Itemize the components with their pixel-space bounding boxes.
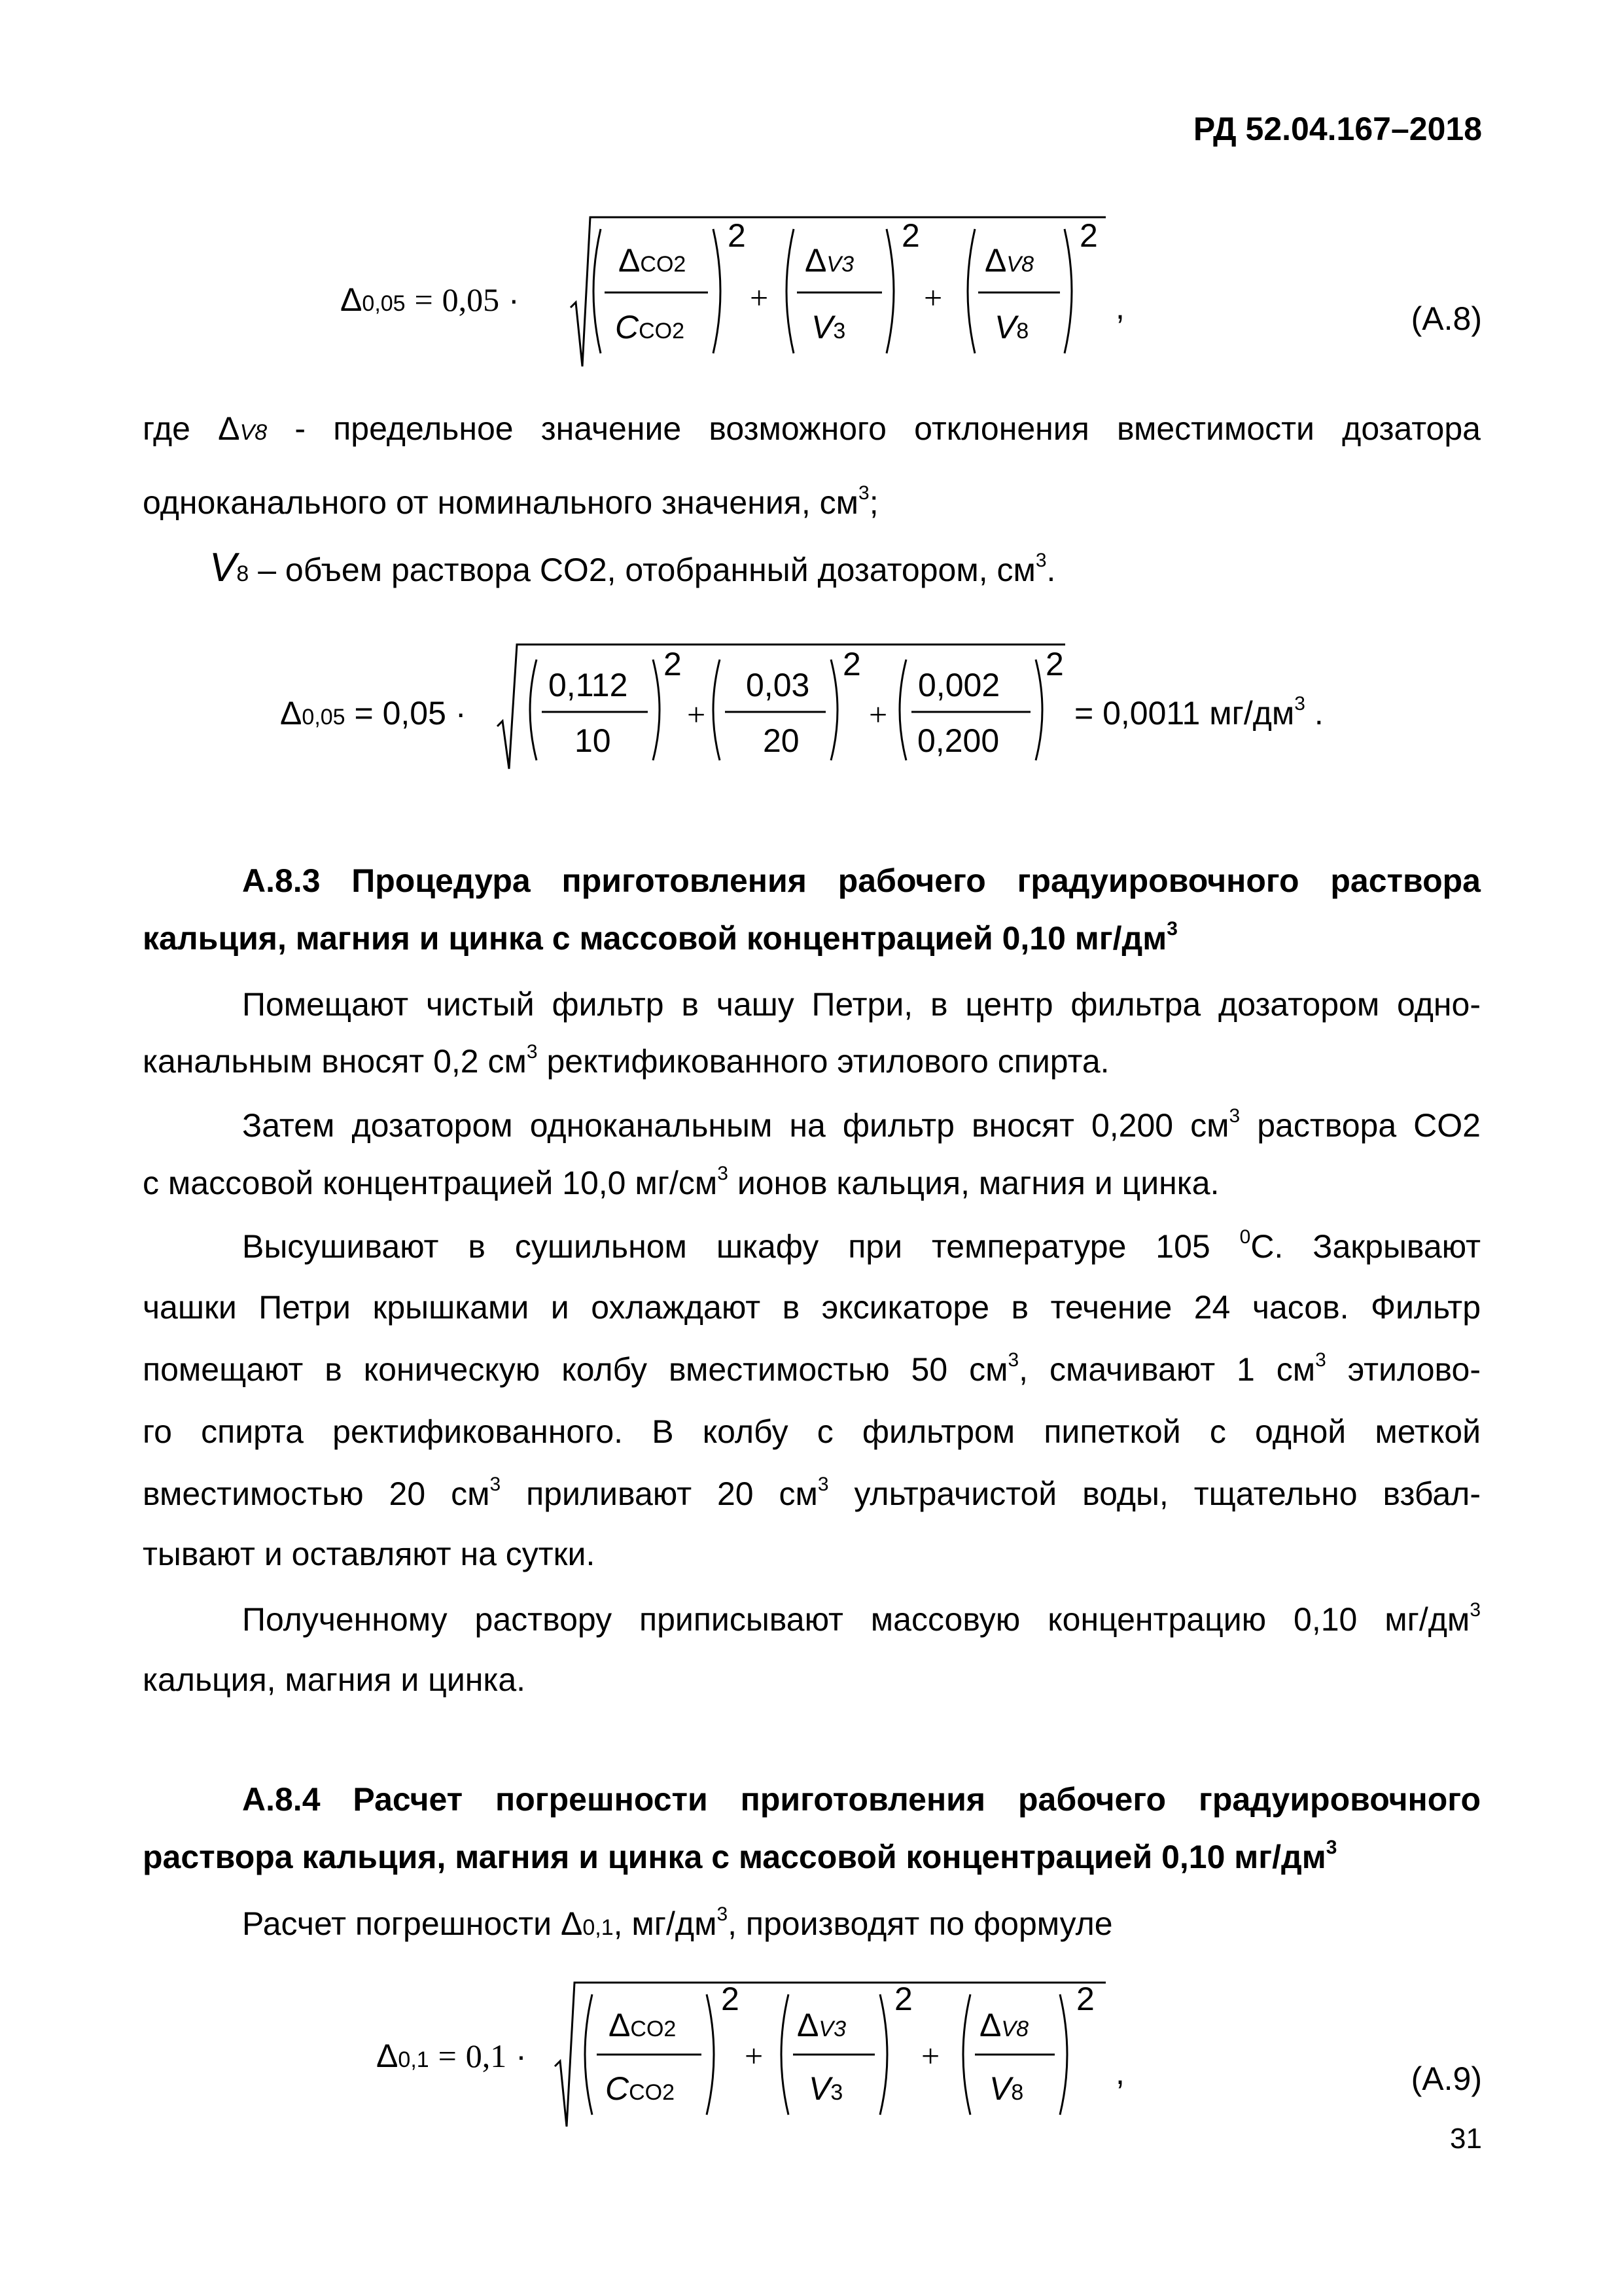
a83-p4-line2: кальция, магния и цинка.	[143, 1661, 526, 1698]
a84-p1: Расчет погрешности Δ0,1, $мг/дм^3$, производят по формуле	[242, 1903, 1113, 1942]
calc-term2-power: 2	[843, 646, 861, 682]
a83-p2-line2: с массовой концентрацией 10,0 $мг/см^3$ ионов кальция, магния и цинка.	[143, 1163, 1220, 1201]
delta-symbol: Δ	[340, 281, 362, 318]
a8-plus-1: +	[750, 279, 769, 316]
calc-term1-denominator: 10	[574, 722, 611, 759]
paren-left	[781, 1994, 788, 2115]
document-code: РД 52.04.167–2018	[1193, 111, 1482, 147]
a8-term2-power: 2	[902, 217, 920, 254]
a8-term1-power: 2	[728, 217, 746, 254]
a8-term2-denominator: V3	[811, 309, 846, 345]
paren-left	[585, 1994, 592, 2115]
a8-term3-denominator: V8	[995, 309, 1029, 345]
page-number: 31	[1450, 2123, 1482, 2155]
a83-p4-line1: Полученному раствору приписывают массовую концентрацию 0,10 $мг/дм^3$	[242, 1599, 1481, 1638]
section-a84-title-line2: раствора кальция, магния и цинка с массовой концентрацией 0,10 $мг/дм^3$	[143, 1837, 1337, 1875]
calc-lhs: Δ0,05 = 0,05 ·	[280, 695, 467, 732]
section-a83-title-line1: А.8.3 Процедура приготовления рабочего градуировочного раствора	[242, 862, 1481, 899]
calc-plus-1: +	[687, 696, 706, 733]
a8-term1-denominator: CCO2	[615, 309, 685, 345]
paren-right	[707, 1994, 714, 2115]
where-line-1: где ΔV8 - предельное значение возможного отклонения вместимости дозатора	[143, 410, 1481, 447]
calc-term1-numerator: 0,112	[548, 667, 628, 703]
section-a84-title-line1: А.8.4 Расчет погрешности приготовления рабочего градуировочного	[242, 1781, 1481, 1818]
equation-number-a9: (А.9)	[1411, 2060, 1482, 2097]
a83-p3-line4: го спирта ректификованного. В колбу с фильтром пипеткой с одной меткой	[143, 1413, 1481, 1450]
a9-term3-denominator: V8	[989, 2070, 1024, 2107]
a83-p3-line6: тывают и оставляют на сутки.	[143, 1536, 595, 1572]
a9-tail-comma: ,	[1116, 2055, 1125, 2091]
section-a83-title-line2: кальция, магния и цинка с массовой концентрацией 0,10 $мг/дм^3$	[143, 918, 1178, 957]
calc-term2-denominator: 20	[763, 722, 800, 759]
a8-plus-2: +	[924, 279, 943, 316]
delta-symbol: ΔV8	[218, 410, 268, 447]
a8-term1-numerator: ΔCO2	[618, 242, 686, 279]
a8-term2-numerator: ΔV3	[805, 242, 854, 279]
a9-term2-numerator: ΔV3	[797, 2007, 846, 2043]
paren-right	[880, 1994, 887, 2115]
a83-p3-line2: чашки Петри крышками и охлаждают в эксикаторе в течение 24 часов. Фильтр	[143, 1289, 1481, 1326]
formula-a9-lhs: Δ0,1 = 0,1 ·	[376, 2038, 527, 2074]
equation-number-a8: (А.8)	[1411, 300, 1482, 337]
a9-term3-power: 2	[1076, 1981, 1095, 2017]
a8-tail-comma: ,	[1116, 289, 1125, 326]
formula-a8-lhs: Δ0,05 = 0,05 ·	[340, 281, 520, 318]
paren-right	[1060, 1994, 1067, 2115]
a9-term3-numerator: ΔV8	[979, 2007, 1029, 2043]
calc-term3-numerator: 0,002	[918, 667, 1000, 703]
a9-term1-power: 2	[721, 1981, 739, 2017]
a9-term1-denominator: CCO2	[605, 2070, 675, 2107]
a9-plus-2: +	[921, 2038, 940, 2074]
a83-p1-line1: Помещают чистый фильтр в чашу Петри, в центр фильтра дозатором одно-	[242, 986, 1481, 1023]
calc-term2-numerator: 0,03	[746, 667, 810, 703]
delta-symbol: Δ0,1	[560, 1905, 614, 1942]
a8-term3-power: 2	[1080, 217, 1098, 254]
calc-result: = 0,0011 $мг/дм^3$ .	[1074, 693, 1324, 732]
a9-plus-1: +	[745, 2038, 764, 2074]
a9-term2-denominator: V3	[809, 2070, 843, 2107]
a9-term1-numerator: ΔCO2	[608, 2007, 677, 2043]
calc-plus-2: +	[869, 696, 888, 733]
a83-p3-line1: Высушивают в сушильном шкафу при температуре 105 $^0$С. Закрывают	[242, 1226, 1481, 1265]
calc-term1-power: 2	[663, 646, 682, 682]
calc-term3-denominator: 0,200	[917, 722, 1000, 759]
a8-term3-numerator: ΔV8	[985, 242, 1034, 279]
calc-term3-power: 2	[1046, 646, 1064, 682]
a9-term2-power: 2	[894, 1981, 913, 2017]
where-line-2: одноканального от номинального значения, $см^3$;	[143, 482, 879, 521]
a83-p1-line2: канальным вносят 0,2 $см^3$ ректификованного этилового спирта.	[143, 1041, 1110, 1080]
where-line-3: V8 – объем раствора CO2, отобранный дозатором, $см^3$.	[209, 545, 1056, 590]
a83-p2-line1: Затем дозатором одноканальным на фильтр вносят 0,200 $см^3$ раствора CO2	[242, 1105, 1481, 1144]
a83-p3-line5: вместимостью 20 $см^3$ приливают 20 $см^3$ ультрачистой воды, тщательно взбал-	[143, 1474, 1481, 1512]
a83-p3-line3: помещают в коническую колбу вместимостью 50 $см^3$, смачивают 1 $см^3$ этилово-	[143, 1349, 1481, 1388]
paren-left	[963, 1994, 970, 2115]
